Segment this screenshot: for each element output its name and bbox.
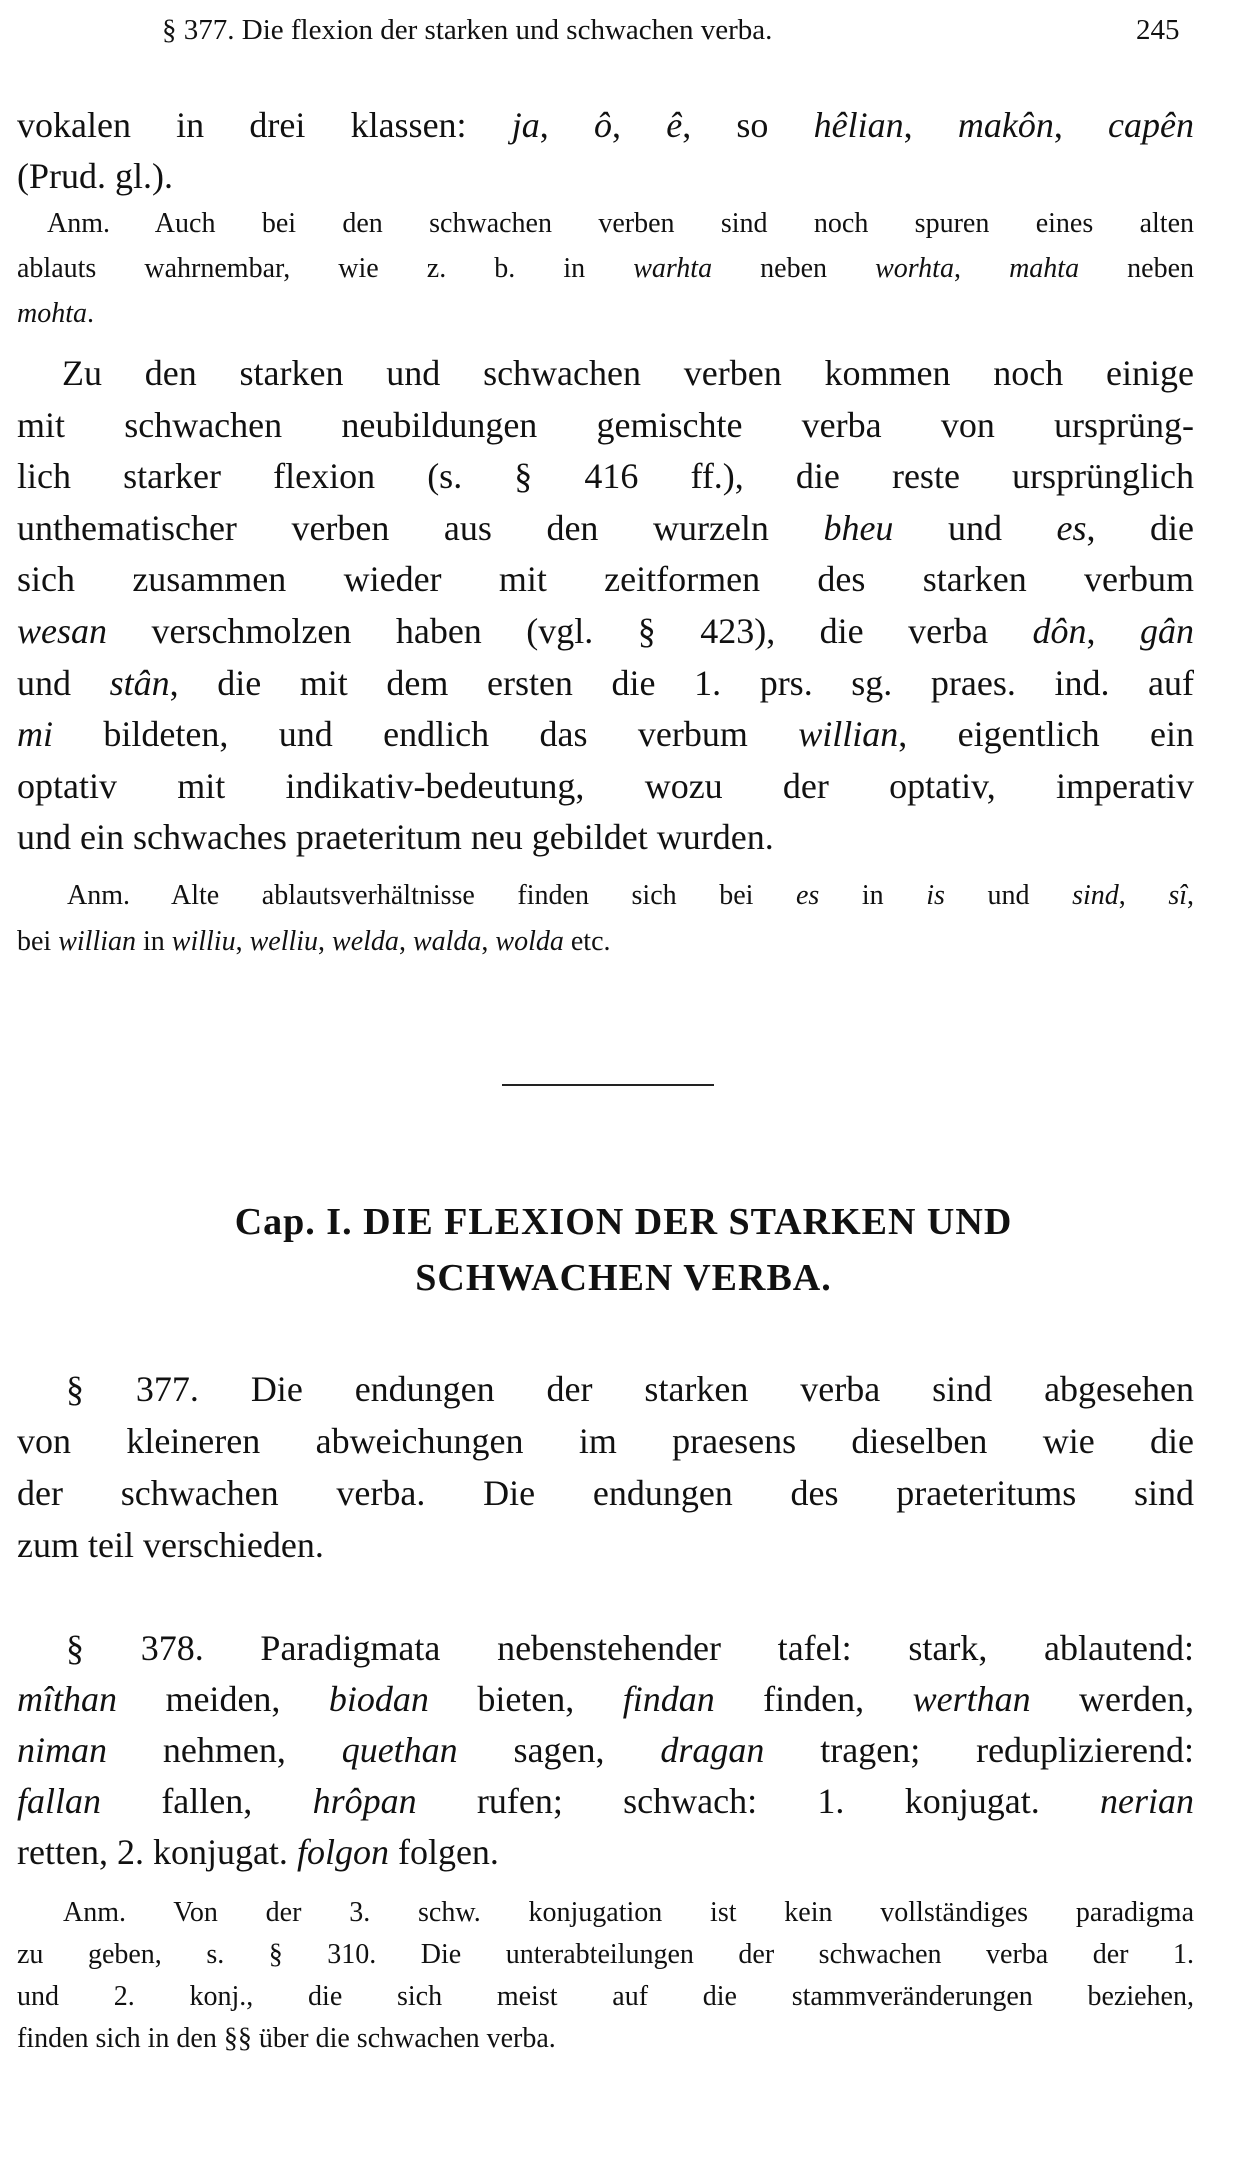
body-line	[17, 816, 1194, 858]
text-run: (Prud. gl.).	[17, 156, 173, 196]
body-line	[17, 610, 1194, 652]
italic-word: dragan	[660, 1730, 765, 1770]
text-run: ,	[1086, 611, 1140, 651]
text-run: etc.	[563, 926, 611, 957]
body-line	[66, 1627, 1194, 1669]
body-line	[66, 1368, 1194, 1410]
italic-word: mohta	[17, 298, 87, 329]
italic-word: folgon	[296, 1832, 389, 1872]
italic-word: ô	[594, 105, 612, 145]
page-number: 245	[1136, 14, 1180, 46]
text-run: zum teil verschieden.	[17, 1525, 324, 1565]
annotation-line	[17, 926, 1194, 958]
annotation-line	[17, 253, 1194, 285]
italic-word: biodan	[328, 1679, 429, 1719]
body-line	[17, 1420, 1194, 1462]
text-run: mit schwachen neubildungen gemischte verba von ursprüng-	[17, 404, 1194, 445]
text-run: ,	[539, 105, 594, 145]
italic-word: gân	[1140, 611, 1194, 651]
italic-word: welliu	[249, 926, 319, 957]
text-run: ,	[1187, 880, 1195, 911]
text-run: , so	[682, 105, 814, 145]
text-run: und 2. konj., die sich meist auf die stammveränderungen beziehen,	[17, 1981, 1194, 2012]
text-run: und ein schwaches praeteritum neu gebildet wurden.	[17, 817, 774, 858]
text-run: werden,	[1030, 1679, 1194, 1719]
italic-word: mi	[17, 714, 53, 755]
text-run: Zu den starken und schwachen verben kommen noch einige	[62, 353, 1194, 393]
italic-word: findan	[622, 1679, 715, 1719]
text-run: folgen.	[388, 1832, 499, 1872]
text-run: § 378. Paradigmata nebenstehender tafel: stark, ablautend:	[66, 1628, 1194, 1668]
body-line	[17, 155, 1194, 197]
text-run: in	[136, 926, 172, 957]
body-line	[62, 352, 1194, 394]
text-run: ,	[318, 926, 333, 957]
text-run: verschmolzen haben (vgl. § 423), die verba	[107, 611, 1033, 651]
italic-word: dôn	[1032, 611, 1087, 651]
body-line	[17, 1831, 1194, 1873]
annotation-line	[17, 298, 1194, 330]
text-run: ,	[235, 926, 250, 957]
text-run: von kleineren abweichungen im praesens dieselben wie die	[17, 1421, 1194, 1461]
text-run: optativ mit indikativ-bedeutung, wozu der optativ, imperativ	[17, 765, 1194, 806]
body-line	[17, 713, 1194, 755]
text-run: ,	[1118, 880, 1169, 911]
italic-word: mîthan	[17, 1679, 118, 1719]
text-run: neben	[1079, 253, 1194, 284]
text-run: , die	[1086, 507, 1194, 548]
italic-word: ja	[511, 105, 540, 145]
body-line	[17, 662, 1194, 704]
body-line	[17, 1729, 1194, 1771]
italic-word: bheu	[823, 507, 894, 548]
italic-word: wesan	[17, 611, 107, 651]
text-run: ,	[1053, 105, 1109, 145]
italic-word: wolda	[495, 926, 564, 957]
text-run: .	[87, 298, 94, 329]
annotation-line	[17, 1981, 1194, 2013]
italic-word: williu	[171, 926, 236, 957]
text-run: , eigentlich ein	[898, 714, 1194, 755]
chapter-heading-line-1: Cap. I. DIE FLEXION DER STARKEN UND	[234, 1201, 1013, 1243]
italic-word: willian	[58, 926, 137, 957]
running-header: § 377. Die flexion der starken und schwachen verba.	[162, 14, 773, 46]
body-line	[17, 1524, 1194, 1566]
italic-word: quethan	[341, 1730, 458, 1770]
text-run: ,	[398, 926, 413, 957]
text-run: nehmen,	[107, 1730, 342, 1770]
text-run: finden,	[714, 1679, 913, 1719]
text-run: ,	[612, 105, 667, 145]
italic-word: es	[795, 880, 820, 911]
text-run: Anm. Alte ablautsverhältnisse finden sich bei	[67, 880, 796, 911]
annotation-line	[67, 880, 1194, 912]
text-run: tragen; reduplizierend:	[764, 1730, 1194, 1770]
text-run: ablauts wahrnembar, wie z. b. in	[17, 253, 634, 284]
annotation-line	[17, 1939, 1194, 1971]
annotation-line	[63, 1897, 1194, 1929]
italic-word: mahta	[1009, 253, 1080, 284]
italic-word: capên	[1108, 105, 1195, 145]
italic-word: welda	[332, 926, 399, 957]
italic-word: warhta	[633, 253, 713, 284]
text-run: sich zusammen wieder mit zeitformen des starken verbum	[17, 559, 1194, 600]
italic-word: es	[1056, 507, 1087, 548]
text-run: ,	[481, 926, 496, 957]
text-run: der schwachen verba. Die endungen des praeteritums sind	[17, 1473, 1194, 1513]
text-run: bildeten, und endlich das verbum	[53, 714, 799, 755]
body-line	[17, 1780, 1194, 1822]
text-run: vokalen in drei klassen:	[17, 105, 512, 145]
italic-word: willian	[798, 714, 899, 755]
italic-word: sind	[1072, 880, 1119, 911]
text-run: unthematischer verben aus den wurzeln	[17, 507, 824, 548]
italic-word: makôn	[957, 105, 1054, 145]
text-run: und	[944, 880, 1073, 911]
text-run: und	[893, 507, 1057, 548]
text-run: retten, 2. konjugat.	[17, 1832, 297, 1872]
text-run: in	[819, 880, 927, 911]
italic-word: hêlian	[813, 105, 904, 145]
italic-word: stân	[109, 662, 170, 703]
body-line	[17, 765, 1194, 807]
text-run: sagen,	[457, 1730, 661, 1770]
text-run: Anm. Auch bei den schwachen verben sind noch spuren eines alten	[47, 208, 1194, 239]
text-run: fallen,	[101, 1781, 313, 1821]
text-run: bieten,	[428, 1679, 623, 1719]
annotation-line	[47, 208, 1194, 240]
body-line	[17, 507, 1194, 549]
italic-word: fallan	[17, 1781, 102, 1821]
italic-word: niman	[17, 1730, 107, 1770]
italic-word: is	[926, 880, 945, 911]
text-run: , die mit dem ersten die 1. prs. sg. praes. ind. auf	[169, 662, 1195, 703]
text-run: neben	[712, 253, 876, 284]
body-line	[17, 455, 1194, 497]
text-run: zu geben, s. § 310. Die unterabteilungen der schwachen verba der 1.	[17, 1939, 1194, 1970]
text-run: ,	[903, 105, 958, 145]
body-line	[17, 1472, 1194, 1514]
body-line	[17, 104, 1194, 146]
body-line	[17, 1678, 1194, 1720]
italic-word: worhta	[875, 253, 954, 284]
text-run: meiden,	[117, 1679, 329, 1719]
chapter-heading-line-2: SCHWACHEN VERBA.	[415, 1257, 832, 1299]
text-run: finden sich in den §§ über die schwachen verba.	[17, 2023, 556, 2054]
section-divider	[502, 1084, 714, 1086]
italic-word: werthan	[912, 1679, 1031, 1719]
body-line	[17, 558, 1194, 600]
text-run: bei	[17, 926, 59, 957]
body-line	[17, 404, 1194, 446]
text-run: § 377. Die endungen der starken verba sind abgesehen	[66, 1369, 1194, 1409]
text-run: Anm. Von der 3. schw. konjugation ist kein vollständiges paradigma	[63, 1897, 1194, 1928]
annotation-line	[17, 2023, 1194, 2055]
text-run: ,	[953, 253, 1010, 284]
text-run: und	[17, 662, 110, 703]
italic-word: sî	[1168, 880, 1188, 911]
italic-word: nerian	[1100, 1781, 1194, 1821]
text-run: rufen; schwach: 1. konjugat.	[416, 1781, 1100, 1821]
italic-word: ê	[666, 105, 683, 145]
italic-word: walda	[412, 926, 482, 957]
text-run: lich starker flexion (s. § 416 ff.), die reste ursprünglich	[17, 456, 1194, 497]
italic-word: hrôpan	[312, 1781, 417, 1821]
